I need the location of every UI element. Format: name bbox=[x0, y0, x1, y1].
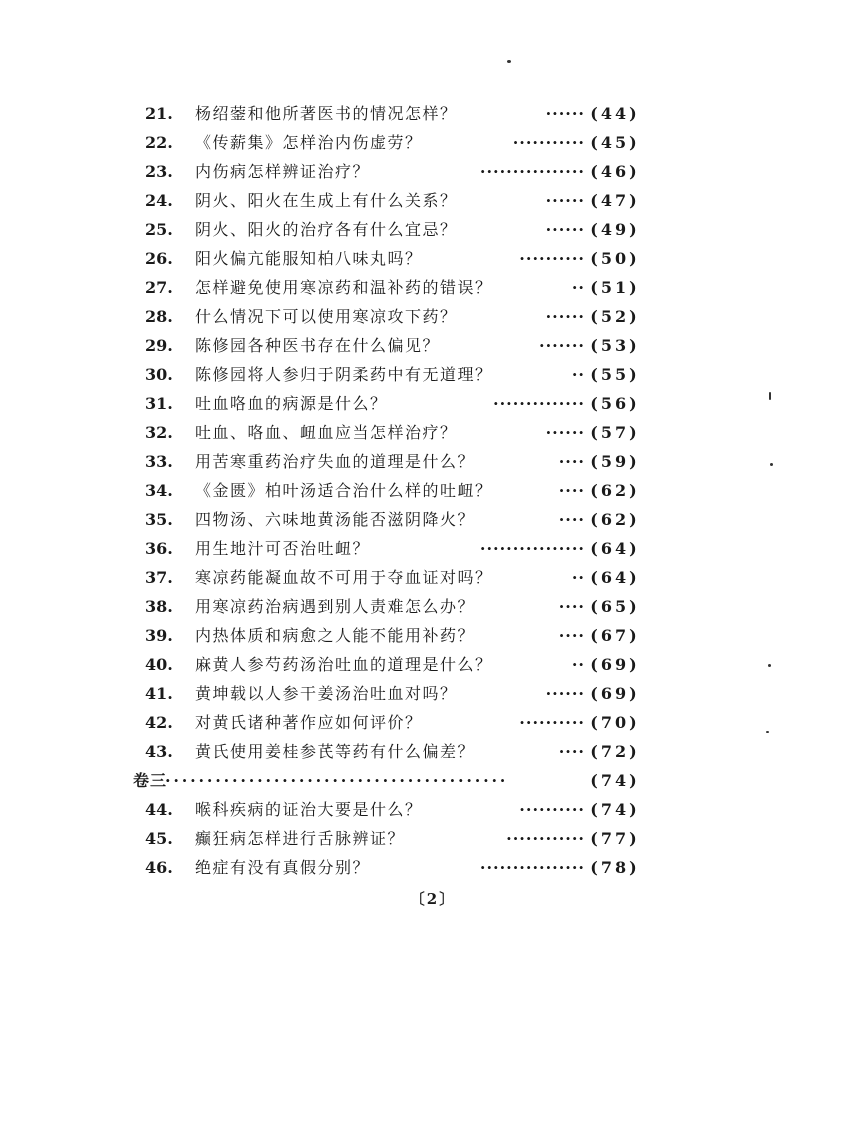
entry-title: 阴火、阳火的治疗各有什么宜忌？ bbox=[195, 220, 458, 239]
entry-page-number: (53) bbox=[590, 336, 640, 355]
toc-entry bbox=[133, 853, 663, 882]
entry-title: 癫狂病怎样进行舌脉辨证？ bbox=[195, 829, 406, 848]
toc-entry bbox=[133, 447, 663, 476]
entry-number: 38. bbox=[145, 597, 173, 616]
leader-dots: ······ bbox=[545, 104, 585, 123]
toc-entry bbox=[133, 708, 663, 737]
toc-entry bbox=[133, 737, 663, 766]
entry-number: 28. bbox=[145, 307, 173, 326]
entry-page-number: (64) bbox=[590, 568, 640, 587]
entry-page-number: (59) bbox=[590, 452, 640, 471]
leader-dots: ···· bbox=[558, 452, 585, 471]
entry-page-number: (46) bbox=[590, 162, 640, 181]
entry-page-number: (62) bbox=[590, 510, 640, 529]
entry-page-number: (56) bbox=[590, 394, 640, 413]
leader-dots: ················ bbox=[479, 858, 585, 877]
section-title: 卷三 bbox=[133, 771, 168, 790]
entry-title: 阴火、阳火在生成上有什么关系？ bbox=[195, 191, 458, 210]
entry-number: 22. bbox=[145, 133, 173, 152]
entry-number: 37. bbox=[145, 568, 173, 587]
entry-title: 陈修园各种医书存在什么偏见？ bbox=[195, 336, 441, 355]
toc-entry bbox=[133, 650, 663, 679]
leader-dots: ········································· bbox=[165, 771, 509, 790]
leader-dots: ·············· bbox=[493, 394, 585, 413]
entry-number: 36. bbox=[145, 539, 173, 558]
entry-number: 27. bbox=[145, 278, 173, 297]
toc-entry bbox=[133, 215, 663, 244]
entry-number: 24. bbox=[145, 191, 173, 210]
entry-number: 30. bbox=[145, 365, 173, 384]
entry-page-number: (70) bbox=[590, 713, 640, 732]
entry-page-number: (44) bbox=[590, 104, 640, 123]
entry-page-number: (72) bbox=[590, 742, 640, 761]
toc-entry bbox=[133, 244, 663, 273]
entry-page-number: (65) bbox=[590, 597, 640, 616]
entry-title: 什么情况下可以使用寒凉攻下药？ bbox=[195, 307, 458, 326]
table-of-contents bbox=[133, 99, 663, 882]
page-number: 〔2〕 bbox=[409, 890, 457, 908]
toc-entry bbox=[133, 795, 663, 824]
entry-page-number: (69) bbox=[590, 684, 640, 703]
entry-number: 33. bbox=[145, 452, 173, 471]
entry-number: 35. bbox=[145, 510, 173, 529]
leader-dots: ················ bbox=[479, 539, 585, 558]
entry-page-number: (69) bbox=[590, 655, 640, 674]
entry-title: 四物汤、六味地黄汤能否滋阴降火？ bbox=[195, 510, 476, 529]
entry-number: 42. bbox=[145, 713, 173, 732]
entry-number: 31. bbox=[145, 394, 173, 413]
entry-page-number: (64) bbox=[590, 539, 640, 558]
toc-entry bbox=[133, 505, 663, 534]
entry-title: 用寒凉药治病遇到别人责难怎么办？ bbox=[195, 597, 476, 616]
toc-entry bbox=[133, 476, 663, 505]
leader-dots: ·· bbox=[571, 568, 585, 587]
toc-entry bbox=[133, 563, 663, 592]
entry-page-number: (47) bbox=[590, 191, 640, 210]
entry-page-number: (55) bbox=[590, 365, 640, 384]
leader-dots: ·· bbox=[571, 365, 585, 384]
entry-title: 麻黄人参芍药汤治吐血的道理是什么？ bbox=[195, 655, 493, 674]
toc-entry bbox=[133, 621, 663, 650]
entry-page-number: (74) bbox=[590, 800, 640, 819]
entry-title: 喉科疾病的证治大要是什么？ bbox=[195, 800, 423, 819]
toc-entry bbox=[133, 99, 663, 128]
entry-title: 内热体质和病愈之人能不能用补药？ bbox=[195, 626, 476, 645]
leader-dots: ······ bbox=[545, 220, 585, 239]
entry-number: 21. bbox=[145, 104, 173, 123]
entry-number: 29. bbox=[145, 336, 173, 355]
toc-entry bbox=[133, 128, 663, 157]
entry-title: 黄坤载以人参干姜汤治吐血对吗？ bbox=[195, 684, 458, 703]
scan-speck bbox=[770, 463, 773, 466]
entry-number: 23. bbox=[145, 162, 173, 181]
leader-dots: ·········· bbox=[519, 713, 585, 732]
toc-section-heading bbox=[133, 766, 663, 795]
entry-title: 吐血、咯血、衄血应当怎样治疗？ bbox=[195, 423, 458, 442]
entry-title: 对黄氏诸种著作应如何评价？ bbox=[195, 713, 423, 732]
leader-dots: ···· bbox=[558, 626, 585, 645]
leader-dots: ·········· bbox=[519, 800, 585, 819]
entry-title: 《金匮》柏叶汤适合治什么样的吐衄？ bbox=[195, 481, 493, 500]
toc-entry bbox=[133, 186, 663, 215]
entry-title: 吐血咯血的病源是什么？ bbox=[195, 394, 388, 413]
entry-page-number: (51) bbox=[590, 278, 640, 297]
entry-page-number: (67) bbox=[590, 626, 640, 645]
scan-speck bbox=[766, 731, 769, 733]
scan-speck bbox=[769, 392, 771, 400]
entry-title: 《传薪集》怎样治内伤虚劳？ bbox=[195, 133, 423, 152]
leader-dots: ···· bbox=[558, 742, 585, 761]
leader-dots: ············ bbox=[506, 829, 585, 848]
entry-title: 内伤病怎样辨证治疗？ bbox=[195, 162, 371, 181]
leader-dots: ·········· bbox=[519, 249, 585, 268]
entry-page-number: (50) bbox=[590, 249, 640, 268]
entry-page-number: (49) bbox=[590, 220, 640, 239]
entry-number: 43. bbox=[145, 742, 173, 761]
scan-speck bbox=[507, 60, 511, 63]
toc-entry bbox=[133, 389, 663, 418]
entry-title: 用生地汁可否治吐衄？ bbox=[195, 539, 371, 558]
leader-dots: ·· bbox=[571, 278, 585, 297]
toc-entry bbox=[133, 331, 663, 360]
entry-page-number: (52) bbox=[590, 307, 640, 326]
leader-dots: ··········· bbox=[512, 133, 585, 152]
toc-entry bbox=[133, 534, 663, 563]
entry-title: 绝症有没有真假分别？ bbox=[195, 858, 371, 877]
leader-dots: ···· bbox=[558, 481, 585, 500]
toc-entry bbox=[133, 360, 663, 389]
toc-entry bbox=[133, 824, 663, 853]
toc-entry bbox=[133, 302, 663, 331]
entry-title: 怎样避免使用寒凉药和温补药的错误？ bbox=[195, 278, 493, 297]
entry-page-number: (57) bbox=[590, 423, 640, 442]
toc-entry bbox=[133, 592, 663, 621]
leader-dots: ······ bbox=[545, 423, 585, 442]
entry-number: 41. bbox=[145, 684, 173, 703]
entry-title: 杨绍蓥和他所著医书的情况怎样？ bbox=[195, 104, 458, 123]
entry-number: 25. bbox=[145, 220, 173, 239]
entry-number: 44. bbox=[145, 800, 173, 819]
entry-title: 黄氏使用姜桂参芪等药有什么偏差？ bbox=[195, 742, 476, 761]
toc-entry bbox=[133, 679, 663, 708]
entry-page-number: (74) bbox=[590, 771, 640, 790]
leader-dots: ···· bbox=[558, 510, 585, 529]
scan-speck bbox=[768, 664, 771, 667]
entry-title: 阳火偏亢能服知柏八味丸吗？ bbox=[195, 249, 423, 268]
toc-entry bbox=[133, 157, 663, 186]
entry-number: 46. bbox=[145, 858, 173, 877]
leader-dots: ···· bbox=[558, 597, 585, 616]
leader-dots: ······ bbox=[545, 684, 585, 703]
leader-dots: ······ bbox=[545, 307, 585, 326]
entry-page-number: (45) bbox=[590, 133, 640, 152]
entry-number: 34. bbox=[145, 481, 173, 500]
entry-page-number: (77) bbox=[590, 829, 640, 848]
entry-page-number: (78) bbox=[590, 858, 640, 877]
entry-title: 寒凉药能凝血故不可用于夺血证对吗？ bbox=[195, 568, 493, 587]
entry-title: 用苦寒重药治疗失血的道理是什么？ bbox=[195, 452, 476, 471]
leader-dots: ······ bbox=[545, 191, 585, 210]
leader-dots: ·· bbox=[571, 655, 585, 674]
entry-number: 45. bbox=[145, 829, 173, 848]
toc-entry bbox=[133, 273, 663, 302]
toc-entry bbox=[133, 418, 663, 447]
entry-title: 陈修园将人参归于阴柔药中有无道理？ bbox=[195, 365, 493, 384]
leader-dots: ················ bbox=[479, 162, 585, 181]
entry-page-number: (62) bbox=[590, 481, 640, 500]
leader-dots: ······· bbox=[539, 336, 585, 355]
entry-number: 40. bbox=[145, 655, 173, 674]
entry-number: 26. bbox=[145, 249, 173, 268]
entry-number: 39. bbox=[145, 626, 173, 645]
entry-number: 32. bbox=[145, 423, 173, 442]
